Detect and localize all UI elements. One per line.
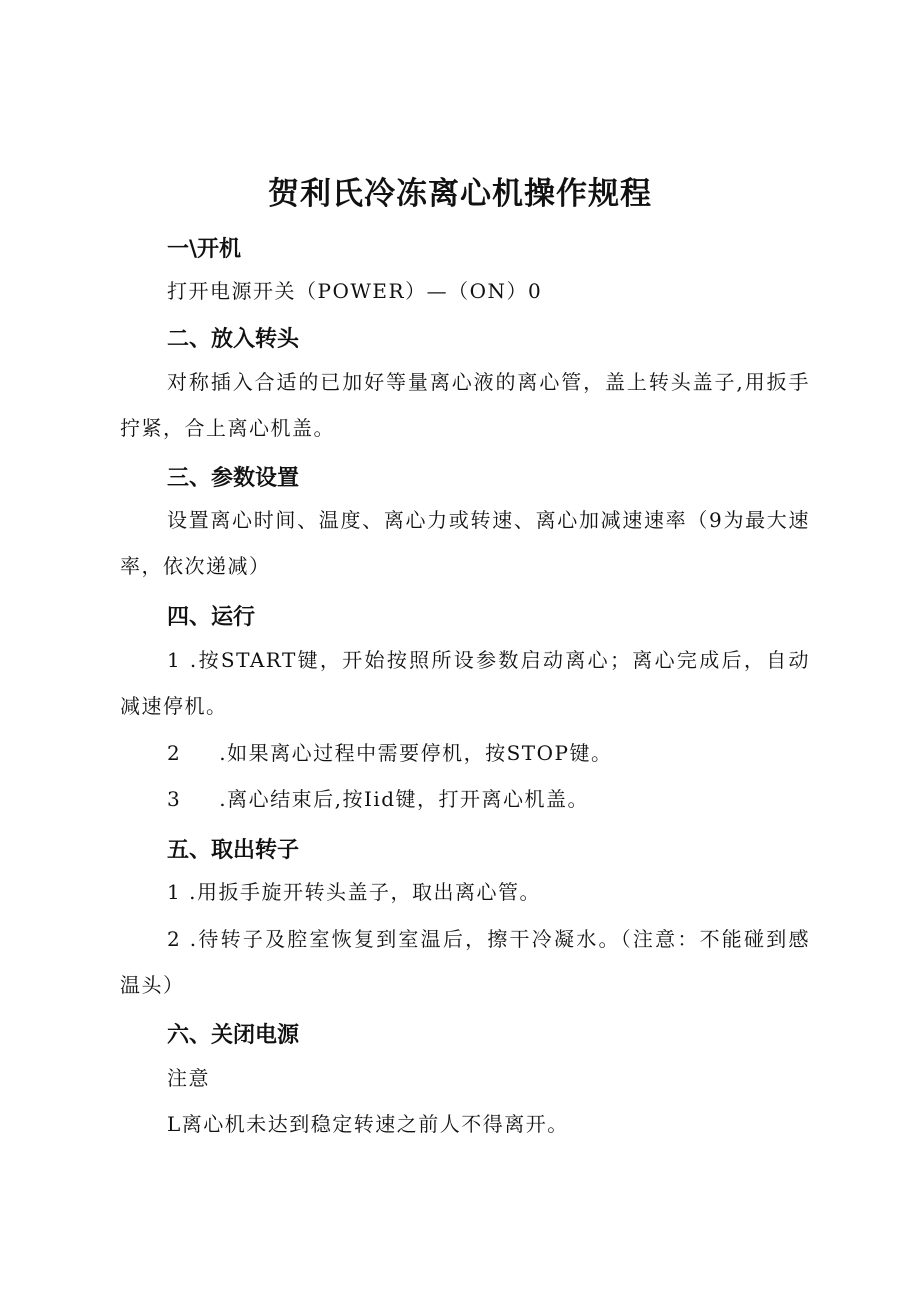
section-heading-parameters: 三、参数设置 <box>167 466 300 491</box>
paragraph-parameter-settings: 设置离心时间、温度、离心力或转速、离心加减速速率（9为最大速率，依次递减） <box>120 508 810 578</box>
paragraph-run-step-2 <box>120 730 810 776</box>
paragraph-remove-step-1: 1 .用扳手旋开转头盖子，取出离心管。 <box>167 880 541 904</box>
paragraph-insert-tubes: 对称插入合适的已加好等量离心液的离心管，盖上转头盖子,用扳手拧紧，合上离心机盖。 <box>120 370 810 440</box>
document-title: 贺利氏冷冻离心机操作规程 <box>268 176 652 212</box>
paragraph-note-1: L离心机未达到稳定转速之前人不得离开。 <box>167 1112 569 1136</box>
section-heading-run: 四、运行 <box>167 605 256 630</box>
section-heading-power-off: 六、关闭电源 <box>167 1023 300 1048</box>
step-text: .离心结束后,按Iid键，打开离心机盖。 <box>219 787 590 811</box>
step-number: 2 <box>167 741 182 765</box>
paragraph-power-switch: 打开电源开关（POWER）—（ON）0 <box>167 279 543 303</box>
paragraph-run-step-1: 1 .按START键，开始按照所设参数启动离心；离心完成后，自动减速停机。 <box>120 648 810 718</box>
paragraph-run-step-3 <box>120 776 810 822</box>
step-number: 3 <box>167 787 182 811</box>
section-heading-remove-rotor: 五、取出转子 <box>167 838 300 863</box>
section-heading-power-on: 一\开机 <box>167 237 242 262</box>
section-heading-insert-rotor: 二、放入转头 <box>167 327 300 352</box>
paragraph-remove-step-2: 2 .待转子及腔室恢复到室温后，擦干冷凝水。（注意：不能碰到感温头） <box>120 927 810 997</box>
paragraph-note-label: 注意 <box>167 1066 210 1090</box>
step-text: .如果离心过程中需要停机，按STOP键。 <box>219 741 613 765</box>
